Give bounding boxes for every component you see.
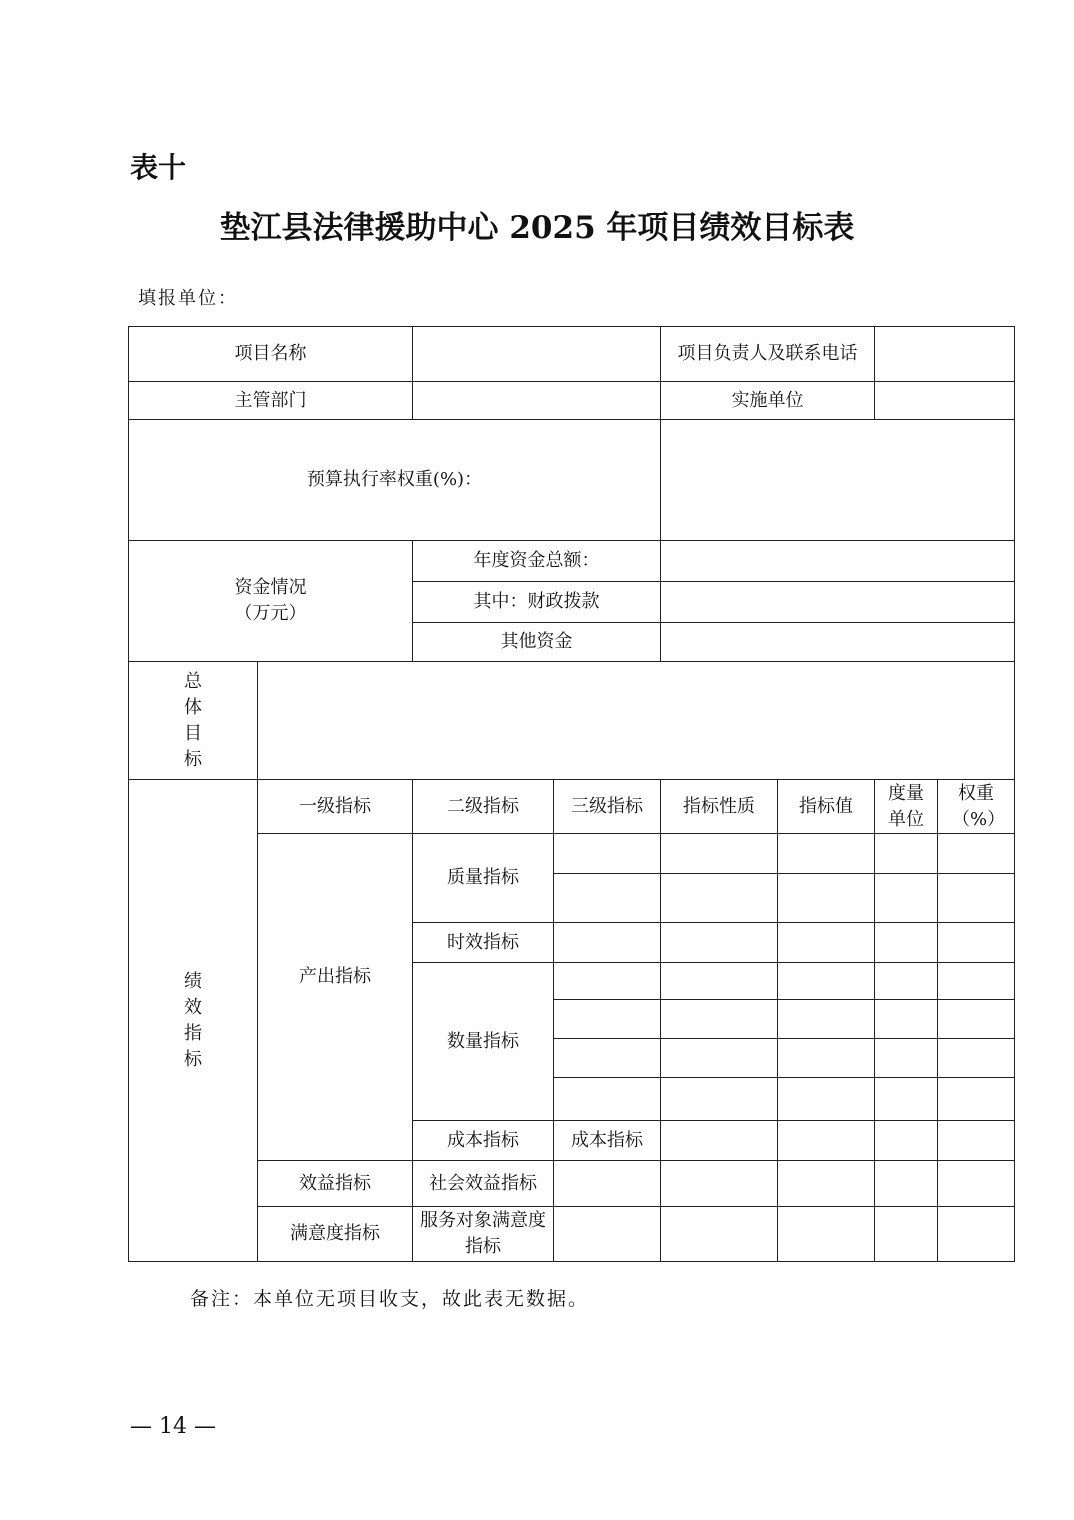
table-cell: [661, 1039, 778, 1078]
table-cell: [875, 1121, 938, 1161]
table-cell: [938, 1121, 1015, 1161]
table-cell: [938, 1000, 1015, 1039]
page-number: — 14 —: [130, 1414, 216, 1439]
table-cell: [661, 834, 778, 874]
header-level2: 二级指标: [413, 780, 554, 834]
table-cell: [875, 1207, 938, 1262]
header-level1: 一级指标: [258, 780, 413, 834]
table-cell: [778, 1121, 875, 1161]
budget-execution-rate-value: [661, 420, 1015, 541]
table-cell: [875, 923, 938, 963]
header-unit: 度量单位: [875, 780, 938, 834]
table-cell: [778, 1000, 875, 1039]
funds-label-unit: （万元）: [234, 603, 307, 624]
header-value: 指标值: [778, 780, 875, 834]
benefit-indicator-label: 效益指标: [258, 1161, 413, 1207]
table-cell: [661, 1121, 778, 1161]
table-cell: [875, 963, 938, 1000]
table-cell: [778, 1039, 875, 1078]
other-funds-label: 其他资金: [413, 623, 661, 662]
table-cell: [554, 834, 661, 874]
table-cell: [938, 923, 1015, 963]
table-label: 表十: [130, 151, 187, 184]
table-cell: [661, 1161, 778, 1207]
social-benefit-indicator-label: 社会效益指标: [413, 1161, 554, 1207]
table-row: [129, 662, 1015, 780]
table-cell: [938, 1207, 1015, 1262]
annual-total-value: [661, 541, 1015, 582]
table-cell: [554, 1161, 661, 1207]
table-cell: [554, 874, 661, 923]
header-nature: 指标性质: [661, 780, 778, 834]
header-level3: 三级指标: [554, 780, 661, 834]
supervisor-label: 主管部门: [129, 382, 413, 420]
table-cell: [938, 834, 1015, 874]
table-cell: [938, 963, 1015, 1000]
table-row: [129, 1207, 1015, 1262]
reporting-unit-label: 填报单位：: [138, 288, 238, 309]
table-cell: [875, 1078, 938, 1121]
fiscal-allocation-label: 其中：财政拨款: [413, 582, 661, 623]
document-title: 垫江县法律援助中心 2025 年项目绩效目标表: [219, 210, 855, 246]
table-cell: [938, 874, 1015, 923]
table-cell: [554, 1078, 661, 1121]
table-row: [129, 1161, 1015, 1207]
contact-label: 项目负责人及联系电话: [661, 327, 875, 382]
quality-indicator-label: 质量指标: [413, 834, 554, 923]
table-cell: [661, 963, 778, 1000]
table-cell: [778, 923, 875, 963]
table-cell: [661, 1000, 778, 1039]
table-cell: [938, 1039, 1015, 1078]
table-row: [129, 834, 1015, 874]
table-cell: [875, 834, 938, 874]
table-row: [129, 382, 1015, 420]
funds-label-title: 资金情况: [234, 577, 307, 598]
table-cell: [778, 1078, 875, 1121]
table-cell: [778, 1161, 875, 1207]
project-name-value: [413, 327, 661, 382]
satisfaction-indicator-label: 满意度指标: [258, 1207, 413, 1262]
table-cell: [661, 923, 778, 963]
table-cell: [661, 874, 778, 923]
budget-execution-rate-label: 预算执行率权重(%)：: [129, 420, 661, 541]
table-row: [129, 541, 1015, 582]
contact-value: [875, 327, 1015, 382]
table-cell: [938, 1161, 1015, 1207]
project-name-label: 项目名称: [129, 327, 413, 382]
table-cell: [875, 1161, 938, 1207]
table-row: [129, 780, 1015, 834]
implementer-value: [875, 382, 1015, 420]
table-cell: [554, 1000, 661, 1039]
overall-goal-value: [258, 662, 1015, 780]
table-row: [129, 420, 1015, 541]
cost-indicator-l2-label: 成本指标: [554, 1121, 661, 1161]
supervisor-value: [413, 382, 661, 420]
other-funds-value: [661, 623, 1015, 662]
output-indicator-label: 产出指标: [258, 834, 413, 1161]
table-cell: [938, 1078, 1015, 1121]
table-cell: [778, 834, 875, 874]
table-cell: [554, 1039, 661, 1078]
remark-note: 备注：本单位无项目收支，故此表无数据。: [190, 1288, 590, 1310]
performance-indicators-label: 绩效指标: [129, 780, 258, 1262]
overall-goal-label: 总体目标: [129, 662, 258, 780]
service-satisfaction-indicator-label: 服务对象满意度指标: [413, 1207, 554, 1262]
table-cell: [661, 1207, 778, 1262]
funds-label: [129, 541, 413, 662]
timeliness-indicator-label: 时效指标: [413, 923, 554, 963]
cost-indicator-l1-label: 成本指标: [413, 1121, 554, 1161]
performance-target-table: [128, 326, 1015, 1262]
header-weight: 权重（%）: [938, 780, 1015, 834]
table-row: [129, 327, 1015, 382]
annual-total-label: 年度资金总额：: [413, 541, 661, 582]
table-cell: [875, 1039, 938, 1078]
quantity-indicator-label: 数量指标: [413, 963, 554, 1121]
table-cell: [778, 874, 875, 923]
table-cell: [778, 963, 875, 1000]
table-cell: [554, 923, 661, 963]
table-cell: [661, 1078, 778, 1121]
implementer-label: 实施单位: [661, 382, 875, 420]
table-cell: [875, 874, 938, 923]
table-cell: [554, 963, 661, 1000]
fiscal-allocation-value: [661, 582, 1015, 623]
table-cell: [778, 1207, 875, 1262]
table-cell: [875, 1000, 938, 1039]
table-cell: [554, 1207, 661, 1262]
